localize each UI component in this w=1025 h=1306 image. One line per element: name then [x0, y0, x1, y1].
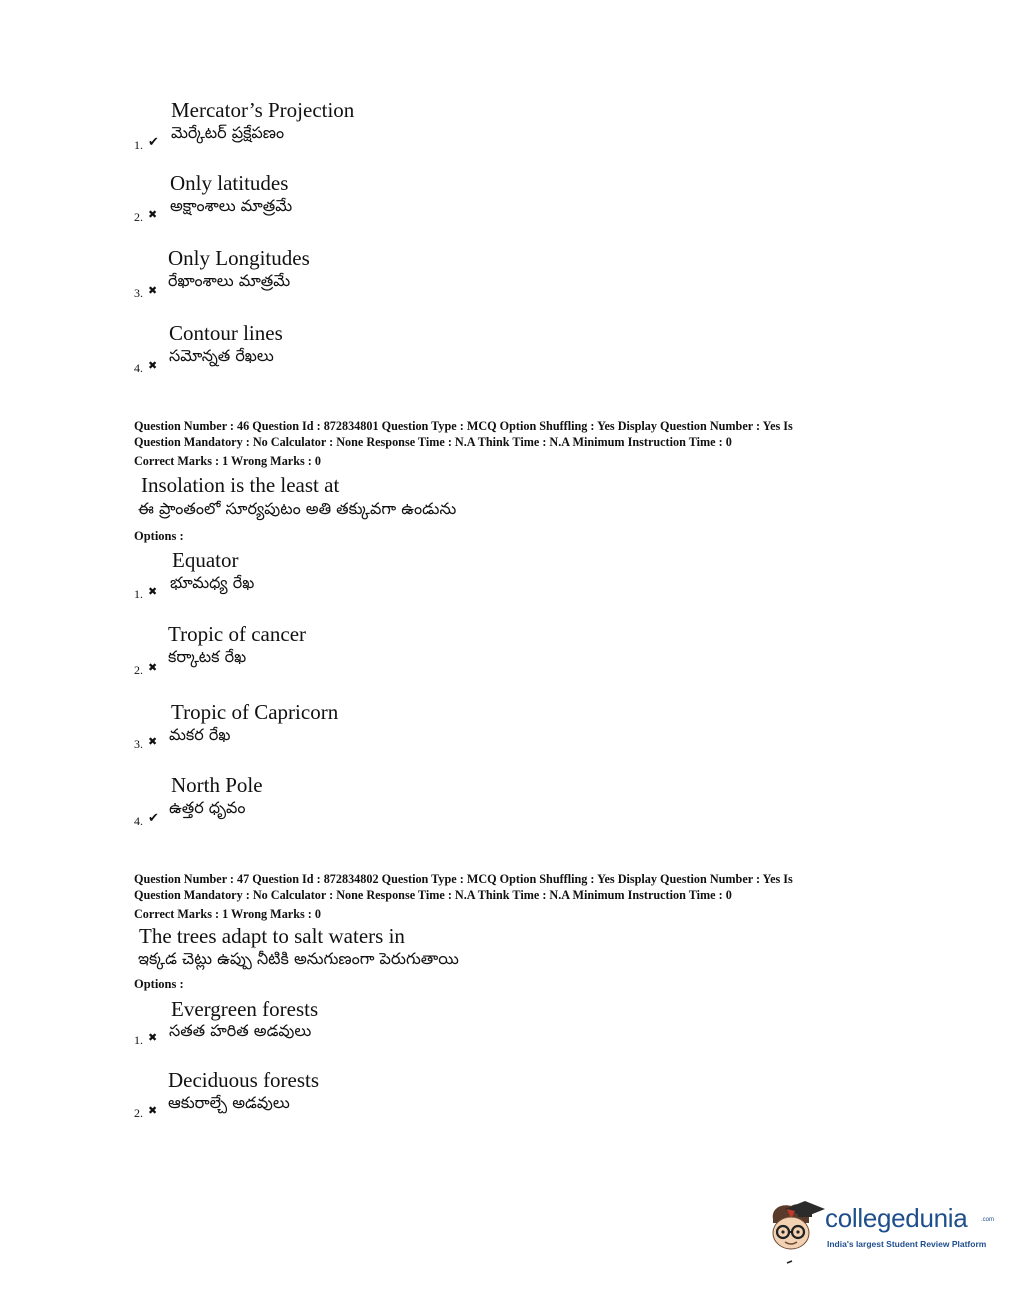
option-text-en: Only latitudes	[170, 171, 289, 195]
logo-suffix: .com	[981, 1217, 995, 1223]
cross-icon: ✖	[148, 1031, 158, 1044]
option-number: 1.	[134, 587, 143, 601]
mascot-icon	[765, 1197, 825, 1267]
check-icon: ✔	[148, 135, 159, 150]
question-text-te: ఈ ప్రాంతంలో సూర్యపుటం అతి తక్కువగా ఉండును	[138, 499, 457, 518]
option-text-te: రేఖాంశాలు మాత్రమే	[168, 271, 291, 290]
option-number: 4.	[134, 361, 143, 375]
cross-icon: ✖	[148, 1104, 158, 1117]
option-item	[134, 700, 434, 756]
question-text-en: Insolation is the least at	[141, 473, 340, 497]
option-text-te: సతత హరిత అడవులు	[169, 1021, 312, 1040]
question-text-en: The trees adapt to salt waters in	[139, 924, 405, 948]
option-number: 4.	[134, 814, 143, 828]
option-text-en: Equator	[172, 548, 239, 572]
option-text-te: మెర్కేటర్ ప్రక్షేపణం	[171, 123, 285, 142]
question-marks: Correct Marks : 1 Wrong Marks : 0	[134, 454, 321, 468]
question-meta: Question Number : 47 Question Id : 872834802 Question Type : MCQ Option Shuffling : Yes Display Question Number : Yes Is Question Mandatory : No Calculator : None Response Time : N.A Think Time : N.A Minimum Instruction Time : 0 Correct Marks : 1 Wrong Marks : 0	[134, 872, 793, 921]
option-number: 2.	[134, 1106, 143, 1120]
cross-icon: ✖	[148, 661, 158, 674]
option-text-te: అక్షాంశాలు మాత్రమే	[170, 196, 293, 215]
collegedunia-logo	[765, 1197, 995, 1267]
option-item	[134, 622, 434, 678]
question-meta: Question Number : 46 Question Id : 872834801 Question Type : MCQ Option Shuffling : Yes Display Question Number : Yes Is Question Mandatory : No Calculator : None Response Time : N.A Think Time : N.A Minimum Instruction Time : 0 Correct Marks : 1 Wrong Marks : 0	[134, 419, 793, 468]
option-number: 1.	[134, 138, 143, 152]
option-item	[134, 321, 434, 377]
option-text-te: ఆకురాల్చే అడవులు	[168, 1093, 290, 1112]
option-number: 3.	[134, 286, 143, 300]
option-text-en: Mercator’s Projection	[171, 98, 355, 122]
options-label: Options :	[134, 529, 184, 543]
option-text-en: Deciduous forests	[168, 1068, 320, 1092]
option-text-te: భూమధ్య రేఖ	[170, 573, 255, 592]
option-text-te: మకర రేఖ	[169, 725, 231, 744]
option-text-te: ఉత్తర ధృవం	[169, 798, 246, 817]
logo-name: collegedunia	[825, 1203, 968, 1233]
option-item	[134, 171, 434, 227]
option-item	[134, 773, 434, 829]
cross-icon: ✖	[148, 585, 158, 598]
option-item	[134, 548, 434, 604]
cross-icon: ✖	[148, 284, 158, 297]
option-text-en: North Pole	[171, 773, 263, 797]
option-text-te: సమోన్నత రేఖలు	[169, 346, 274, 365]
logo-tagline: India's largest Student Review Platform	[827, 1239, 987, 1249]
option-text-en: Tropic of cancer	[168, 622, 307, 646]
option-text-en: Tropic of Capricorn	[171, 700, 339, 724]
option-number: 2.	[134, 210, 143, 224]
option-number: 3.	[134, 737, 143, 751]
option-text-en: Contour lines	[169, 321, 283, 345]
option-text-en: Evergreen forests	[171, 997, 319, 1021]
cross-icon: ✖	[148, 735, 158, 748]
option-text-te: కర్కాటక రేఖ	[168, 647, 247, 666]
option-number: 1.	[134, 1033, 143, 1047]
options-label: Options :	[134, 977, 184, 991]
option-item	[134, 1068, 434, 1124]
option-number: 2.	[134, 663, 143, 677]
cross-icon: ✖	[148, 208, 158, 221]
question-text-te: ఇక్కడ చెట్లు ఉప్పు నీటికి అనుగుణంగా పెరుగుతాయి	[138, 949, 459, 968]
option-item	[134, 997, 434, 1053]
option-item	[134, 98, 434, 154]
option-item	[134, 246, 434, 302]
check-icon: ✔	[148, 811, 159, 826]
option-text-en: Only Longitudes	[168, 246, 310, 270]
cross-icon: ✖	[148, 359, 158, 372]
question-marks: Correct Marks : 1 Wrong Marks : 0	[134, 907, 321, 921]
